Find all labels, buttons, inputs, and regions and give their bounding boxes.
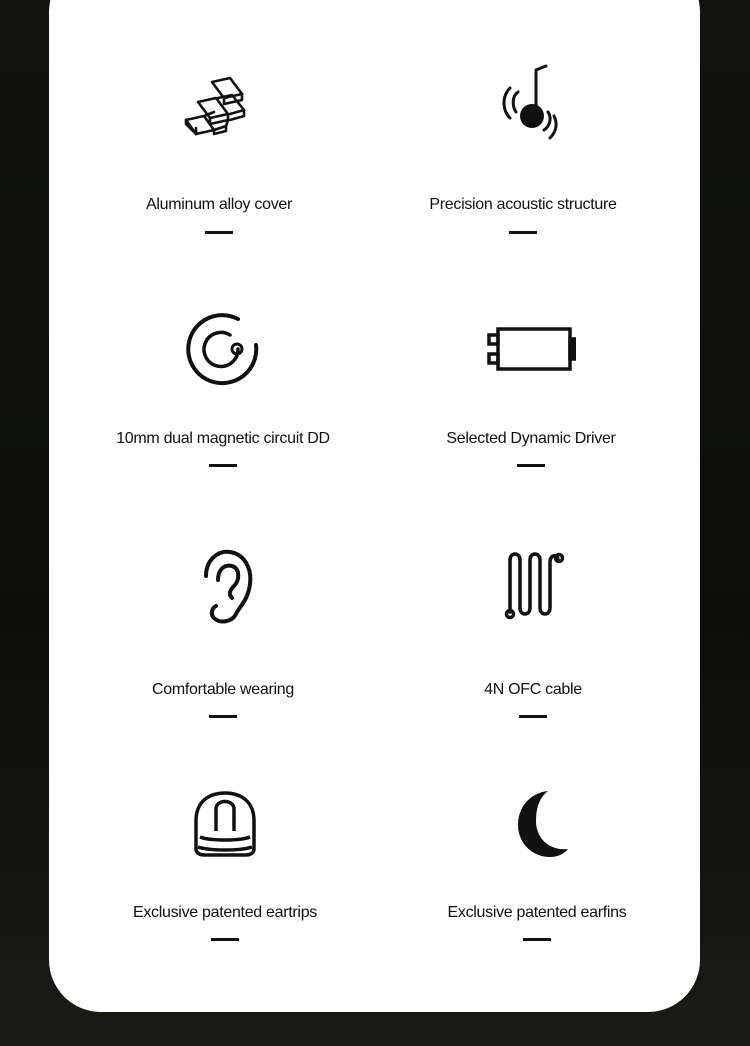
- label-underline: [509, 231, 537, 234]
- label-underline: [211, 938, 239, 941]
- feature-label: Comfortable wearing: [152, 681, 294, 698]
- feature-label: 4N OFC cable: [484, 681, 582, 698]
- ear-icon: [178, 540, 268, 630]
- label-underline: [205, 231, 233, 234]
- coiled-cable-icon: [488, 540, 578, 630]
- eartip-icon: [180, 779, 270, 869]
- feature-label: Exclusive patented earfins: [447, 904, 627, 921]
- battery-icon: [486, 305, 576, 395]
- feature-label: Aluminum alloy cover: [145, 196, 293, 213]
- label-underline: [523, 938, 551, 941]
- metal-bars-icon: [174, 60, 264, 150]
- feature-label: Selected Dynamic Driver: [446, 430, 616, 447]
- feature-label: 10mm dual magnetic circuit DD: [116, 430, 330, 447]
- feature-label: Exclusive patented eartrips: [132, 904, 317, 921]
- feature-label: Precision acoustic structure: [429, 196, 617, 213]
- crescent-moon-icon: [492, 779, 582, 869]
- label-underline: [209, 464, 237, 467]
- label-underline: [519, 715, 547, 718]
- label-underline: [209, 715, 237, 718]
- driver-circle-icon: [178, 305, 268, 395]
- music-note-sound-icon: [478, 60, 568, 150]
- features-card: [49, 0, 700, 1012]
- label-underline: [517, 464, 545, 467]
